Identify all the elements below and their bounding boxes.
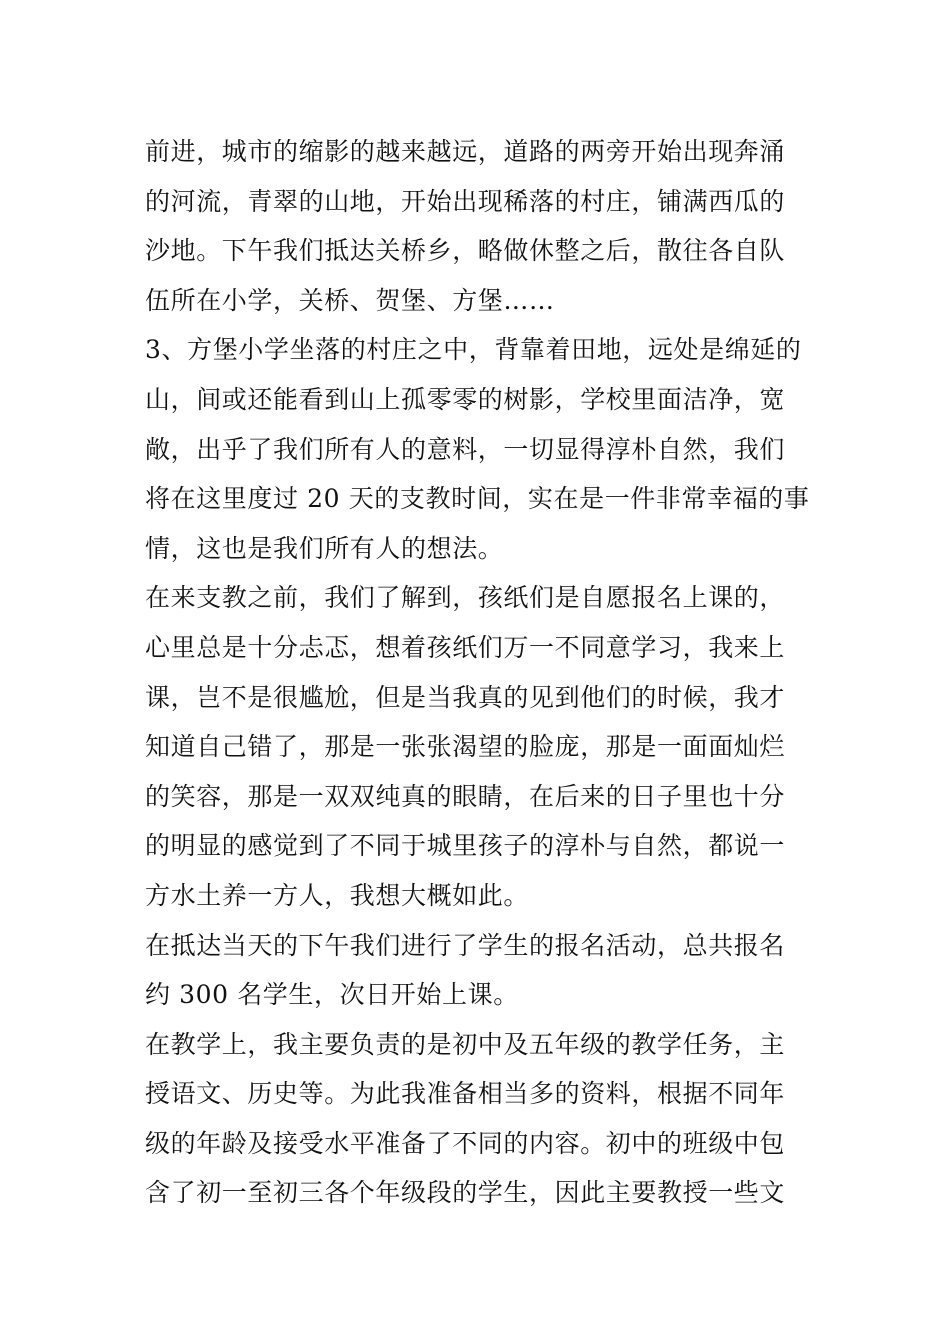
text-line: 伍所在小学，关桥、贺堡、方堡…… bbox=[145, 285, 555, 315]
text-line: 知道自己错了，那是一张张渴望的脸庞，那是一面面灿烂 bbox=[145, 732, 786, 762]
text-line: 约 300 名学生，次日开始上课。 bbox=[145, 980, 519, 1010]
text-line: 山，间或还能看到山上孤零零的树影，学校里面洁净，宽 bbox=[145, 384, 786, 414]
text-line: 情，这也是我们所有人的想法。 bbox=[145, 533, 504, 563]
document-body bbox=[145, 127, 810, 1218]
text-line: 敞，出乎了我们所有人的意料，一切显得淳朴自然，我们 bbox=[145, 434, 786, 464]
text-line: 3、方堡小学坐落的村庄之中，背靠着田地，远处是绵延的 bbox=[145, 335, 802, 365]
text-line: 在抵达当天的下午我们进行了学生的报名活动，总共报名 bbox=[145, 930, 786, 960]
text-line: 在来支教之前，我们了解到，孩纸们是自愿报名上课的， bbox=[145, 583, 786, 613]
text-line: 的笑容，那是一双双纯真的眼睛，在后来的日子里也十分 bbox=[145, 781, 786, 811]
text-line: 级的年龄及接受水平准备了不同的内容。初中的班级中包 bbox=[145, 1128, 786, 1158]
text-line: 授语文、历史等。为此我准备相当多的资料，根据不同年 bbox=[145, 1079, 786, 1109]
text-line: 含了初一至初三各个年级段的学生，因此主要教授一些文 bbox=[145, 1178, 786, 1208]
text-line: 沙地。下午我们抵达关桥乡，略做休整之后，散往各自队 bbox=[145, 236, 786, 266]
text-line: 前进，城市的缩影的越来越远，道路的两旁开始出现奔涌 bbox=[145, 137, 786, 166]
text-line: 在教学上，我主要负责的是初中及五年级的教学任务，主 bbox=[145, 1029, 786, 1059]
text-line: 将在这里度过 20 天的支教时间，实在是一件非常幸福的事 bbox=[145, 484, 810, 514]
text-line: 课，岂不是很尴尬，但是当我真的见到他们的时候，我才 bbox=[145, 682, 786, 712]
text-line: 心里总是十分忐忑，想着孩纸们万一不同意学习，我来上 bbox=[145, 632, 786, 662]
text-line: 方水土养一方人，我想大概如此。 bbox=[145, 880, 530, 910]
text-line: 的明显的感觉到了不同于城里孩子的淳朴与自然，都说一 bbox=[145, 831, 786, 861]
text-line: 的河流，青翠的山地，开始出现稀落的村庄，铺满西瓜的 bbox=[145, 186, 786, 216]
